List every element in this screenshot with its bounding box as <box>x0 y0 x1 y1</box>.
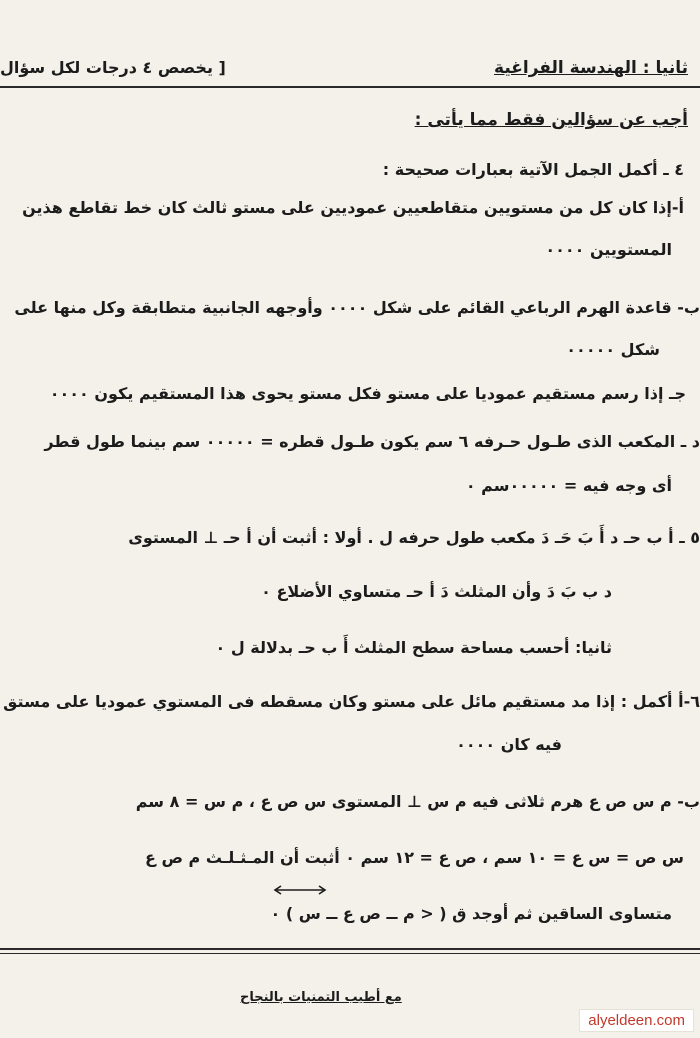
marks-note: [ يخصص ٤ درجات لكل سؤال <box>0 58 226 77</box>
q5-line2: د ب بَ دَ وأن المثلث دَ أ حـ متساوي الأضلاع ٠ <box>261 582 612 601</box>
q4-b-line2: شكل ٠٠٠٠٠ <box>566 340 660 359</box>
q6-b-line1: ب- م س ص ع هرم ثلاثى فيه م س ⊥ المستوى س ص ع ، م س = ٨ سم <box>135 792 700 811</box>
q5-line3: ثانيا: أحسب مساحة سطح المثلث أَ ب حـ بدلالة ل ٠ <box>215 638 612 657</box>
line-arrow-icon <box>272 884 328 896</box>
footer-wish: مع أطيب التمنيات بالنجاح <box>240 990 402 1005</box>
section-title: ثانيا : الهندسة الفراغية <box>494 58 688 78</box>
q6-b-line2: س ص = س ع = ١٠ سم ، ص ع = ١٢ سم ٠ أثبت أن المـثـلـث م ص ع <box>144 848 684 867</box>
q4-d-line2: أى وجه فيه = ٠٠٠٠٠سم ٠ <box>465 476 672 495</box>
q4-a-line2: المستويين ٠٠٠٠ <box>545 240 672 259</box>
q5-line1: ٥ ـ أ ب حـ د أَ بَ حَـ دَ مكعب طول حرفه ل . أولا : أثبت أن أ حـ ⊥ المستوى <box>128 528 700 547</box>
q4-a-line1: أ-إذا كان كل من مستويين متقاطعيين عموديين على مستو ثالث كان خط تقاطع هذين <box>22 198 684 217</box>
instruction: أجب عن سؤالين فقط مما يأتى : <box>414 110 688 130</box>
q4-title: ٤ ـ أكمل الجمل الآتية بعبارات صحيحة : <box>382 160 684 179</box>
watermark-link[interactable]: alyeldeen.com <box>579 1009 694 1032</box>
q6-b-line3: متساوى الساقين ثم أوجد ق ( < م ــ ص ع ــ س ) ٠ <box>270 904 672 923</box>
footer-rule-bottom <box>0 953 700 954</box>
q4-b-line1: ب- قاعدة الهرم الرباعي القائم على شكل ٠٠٠٠ وأوجهه الجانبية متطابقة وكل منها على <box>14 298 700 317</box>
q6-a-line2: فيه كان ٠٠٠٠ <box>456 735 562 754</box>
q6-a-line1: ٦-أ أكمل : إذا مد مستقيم مائل على مستو وكان مسقطه فى المستوي عموديا على مستق <box>3 692 700 711</box>
footer-rule-top <box>0 948 700 950</box>
q4-d-line1: د ـ المكعب الذى طـول حـرفه ٦ سم يكون طـول قطره = ٠٠٠٠٠ سم بينما طول قطر <box>44 432 700 451</box>
header-underline <box>0 86 700 88</box>
q4-c-line1: جـ إذا رسم مستقيم عموديا على مستو فكل مستو يحوى هذا المستقيم يكون ٠٠٠٠ <box>49 384 686 403</box>
